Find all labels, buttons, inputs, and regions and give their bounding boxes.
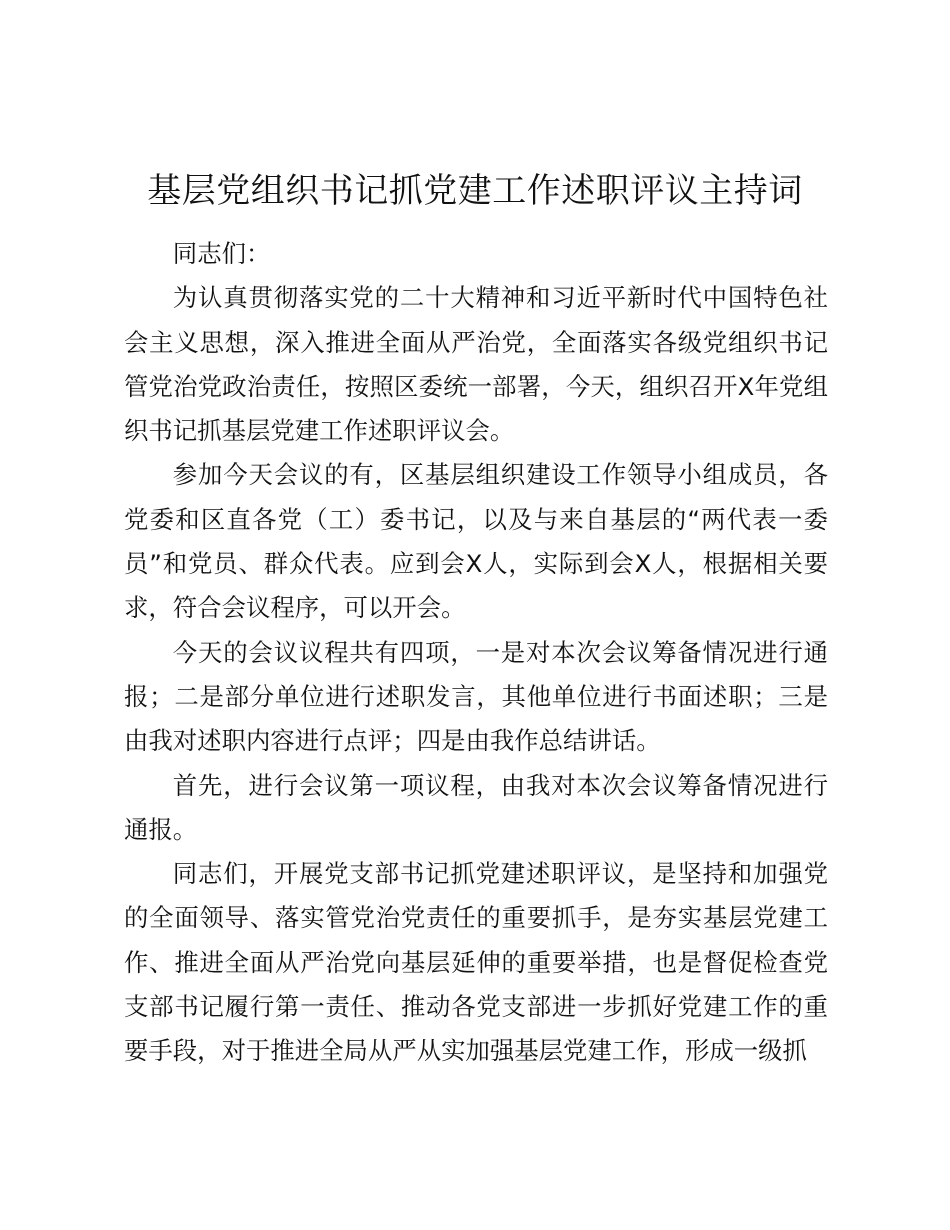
paragraph-agenda: 今天的会议议程共有四项，一是对本次会议筹备情况进行通报；二是部分单位进行述职发言，其他单位进行书面述职；三是由我对述职内容进行点评；四是由我作总结讲话。 bbox=[124, 637, 828, 756]
paragraph-greeting: 同志们： bbox=[172, 239, 271, 268]
paragraph-purpose: 为认真贯彻落实党的二十大精神和习近平新时代中国特色社会主义思想，深入推进全面从严治党，全面落实各级党组织书记管党治党政治责任，按照区委统一部署，今天，组织召开X年党组织书记抓基层党建工作述职评议会。 bbox=[124, 283, 828, 446]
paragraph-significance: 同志们，开展党支部书记抓党建述职评议，是坚持和加强党的全面领导、落实管党治党责任的重要抓手，是夯实基层党建工作、推进全面从严治党向基层延伸的重要举措，也是督促检查党支部书记履行第一责任、推动各党支部进一步抓好党建工作的重要手段，对于推进全局从严从实加强基层党建工作，形成一级抓 bbox=[124, 859, 828, 1066]
paragraph-first-item: 首先，进行会议第一项议程，由我对本次会议筹备情况进行通报。 bbox=[124, 770, 828, 844]
document-body bbox=[124, 232, 828, 1074]
document-title: 基层党组织书记抓党建工作述职评议主持词 bbox=[147, 171, 803, 211]
paragraph-attendees: 参加今天会议的有，区基层组织建设工作领导小组成员，各党委和区直各党（工）委书记，以及与来自基层的“两代表一委员”和党员、群众代表。应到会X人，实际到会X人，根据相关要求，符合会议程序，可以开会。 bbox=[124, 460, 828, 623]
